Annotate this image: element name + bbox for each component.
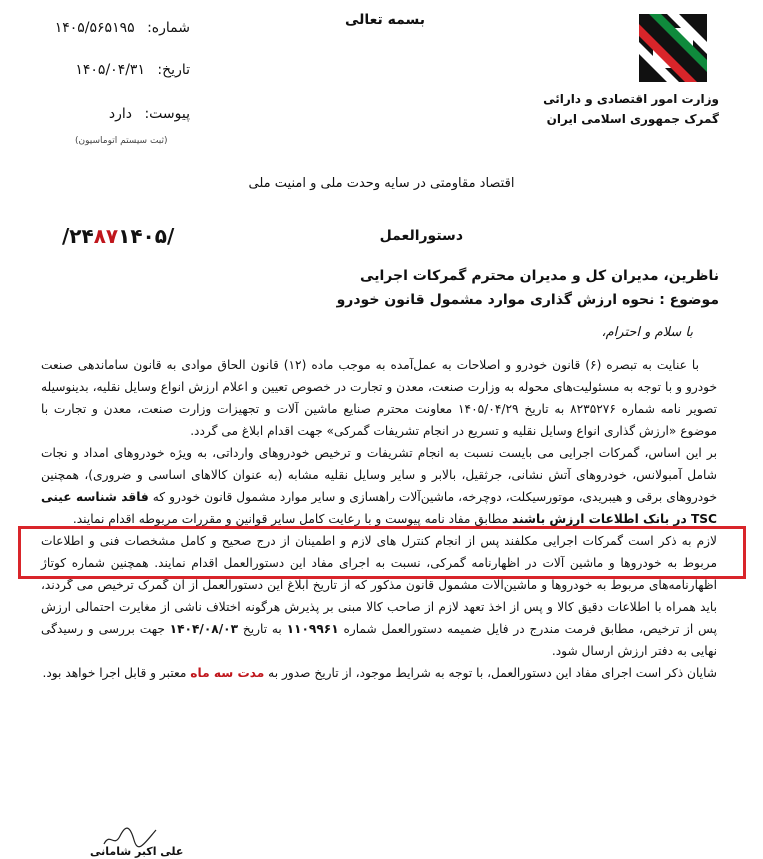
paragraph-4-text-b: معتبر و قابل اجرا خواهد بود. bbox=[42, 666, 191, 680]
paragraph-2-bold-1: فاقد شناسه عینی bbox=[41, 490, 149, 504]
paragraph-3-text-b: جهت بررسی و رسیدگی نهایی به دفتر ارزش ارسال شود. bbox=[41, 622, 717, 658]
org-customs: گمرک جمهوری اسلامی ایران bbox=[546, 112, 719, 126]
letter-body bbox=[41, 354, 717, 684]
subject-line: موضوع : نحوه ارزش گذاری موارد مشمول قانون خودرو bbox=[336, 292, 719, 308]
letter-number bbox=[40, 20, 190, 36]
greeting: با سلام و احترام، bbox=[601, 325, 693, 340]
automation-note: (ثبت سیستم اتوماسیون) bbox=[75, 136, 168, 146]
paragraph-1: با عنایت به تبصره (۶) قانون خودرو و اصلاحات به عمل‌آمده به موجب ماده (۱۲) قانون الحاق موادی به قانون ساماندهی صنعت خودرو و با توجه به مسئولیت‌های محوله به وزارت صنعت، معدن و تجارت در خصوص تعیین و اعلام ارزش انواع وسایل نقلیه، بدینوسیله تصویر نامه شماره ۸۲۳۵۲۷۶ به تاریخ ۱۴۰۵/۰۴/۲۹ معاونت محترم صنایع ماشین آلات و تجهیزات وزارت صنعت، معدن و تجارت با موضوع «ارزش گذاری انواع وسایل نقلیه و تسریع در انجام تشریفات گمرکی» جهت اقدام ابلاغ می گردد. bbox=[41, 358, 717, 438]
instruction-number-red: ۸۷ bbox=[93, 224, 119, 248]
bismillah-header: بسمه تعالی bbox=[344, 12, 426, 28]
paragraph-3-text-a: لازم به ذکر است گمرکات اجرایی مکلفند پس از انجام کنترل های لازم و اطمینان از درج صحیح و کامل مشخصات فنی و اطلاعات مربوط به خودروها و ماشین آلات در اظهارنامه گمرکی، نسبت به اجرای مفاد این دستورالعمل اقدام نمایند. همچنین شماره کوتاژ اظهارنامه‌های مربوط به خودروها و ماشین‌آلات مشمول قانون مذکور که از تاریخ ابلاغ این دستورالعمل از آن گمرک ترخیص می گردند، باید همراه با اطلاعات دقیق کالا و پس از اخذ تعهد لازم از صاحب کالا مبنی بر پذیرش هرگونه اختلاف ناشی از مغایرت احتمالی ارزش پس از ترخیص، مطابق فرمت مندرج در فایل ضمیمه دستورالعمل شماره bbox=[41, 534, 717, 636]
paragraph-4-red-duration: مدت سه ماه bbox=[190, 666, 265, 680]
paragraph-2-bold-2: TSC در بانک اطلاعات ارزش باشند bbox=[512, 512, 717, 526]
customs-logo-icon bbox=[633, 8, 713, 88]
instruction-number-suffix: /۲۴ bbox=[62, 224, 94, 248]
paragraph-2-highlight-a: خودروهای برقی و هیبریدی، موتورسیکلت، دوچرخه، ماشین‌آلات راهسازی و سایر موارد مشمول قانون خودرو که bbox=[148, 490, 717, 504]
letter-attachment-label: پیوست: bbox=[144, 106, 190, 122]
letter-date-label: تاریخ: bbox=[157, 62, 190, 78]
letter-date bbox=[40, 62, 190, 78]
paragraph-2-text: بر این اساس، گمرکات اجرایی می بایست نسبت به انجام تشریفات و ترخیص خودروهای وارداتی، به ویژه خودروهای امداد و نجات شامل آمبولانس، خودروهای آتش نشانی، جرثقیل، بالابر و سایر وسایل نقلیه مشابه (به عنوان کالاهای اساسی و ضروری)، همچنین bbox=[41, 446, 717, 482]
slogan: اقتصاد مقاومتی در سایه وحدت ملی و امنیت ملی bbox=[248, 176, 515, 191]
letter-attachment-value: دارد bbox=[108, 106, 132, 122]
letter-number-value: ۱۴۰۵/۵۶۵۱۹۵ bbox=[54, 20, 135, 36]
paragraph-3-mid: به تاریخ bbox=[238, 622, 287, 636]
instruction-number-prefix: ۱۴۰۵/ bbox=[118, 224, 175, 248]
org-ministry: وزارت امور اقتصادی و دارائی bbox=[543, 92, 719, 106]
letter-attachment bbox=[40, 106, 190, 122]
letter-number-label: شماره: bbox=[147, 20, 190, 36]
addressee-line: ناظرین، مدیران کل و مدیران محترم گمرکات اجرایی bbox=[360, 268, 719, 284]
instruction-number bbox=[62, 224, 174, 248]
instruction-title-row bbox=[0, 224, 763, 248]
paragraph-2-highlight-b: مطابق مفاد نامه پیوست و با رعایت کامل سایر قوانین و مقررات مربوطه اقدام نمایند. bbox=[72, 512, 513, 526]
letter-date-value: ۱۴۰۵/۰۴/۳۱ bbox=[75, 62, 145, 78]
paragraph-4 bbox=[41, 662, 717, 684]
instruction-title: دستورالعمل bbox=[379, 228, 463, 244]
highlight-box bbox=[18, 526, 746, 579]
paragraph-2 bbox=[41, 442, 717, 530]
paragraph-4-text-a: شایان ذکر است اجرای مفاد این دستورالعمل، با توجه به شرایط موجود، از تاریخ صدور به bbox=[264, 666, 717, 680]
paragraph-3-bold-date: ۱۴۰۴/۰۸/۰۳ bbox=[169, 622, 239, 636]
signatory-name: علی اکبر شامانی bbox=[90, 845, 184, 858]
paragraph-3-bold-number: ۱۱۰۹۹۶۱ bbox=[286, 622, 339, 636]
